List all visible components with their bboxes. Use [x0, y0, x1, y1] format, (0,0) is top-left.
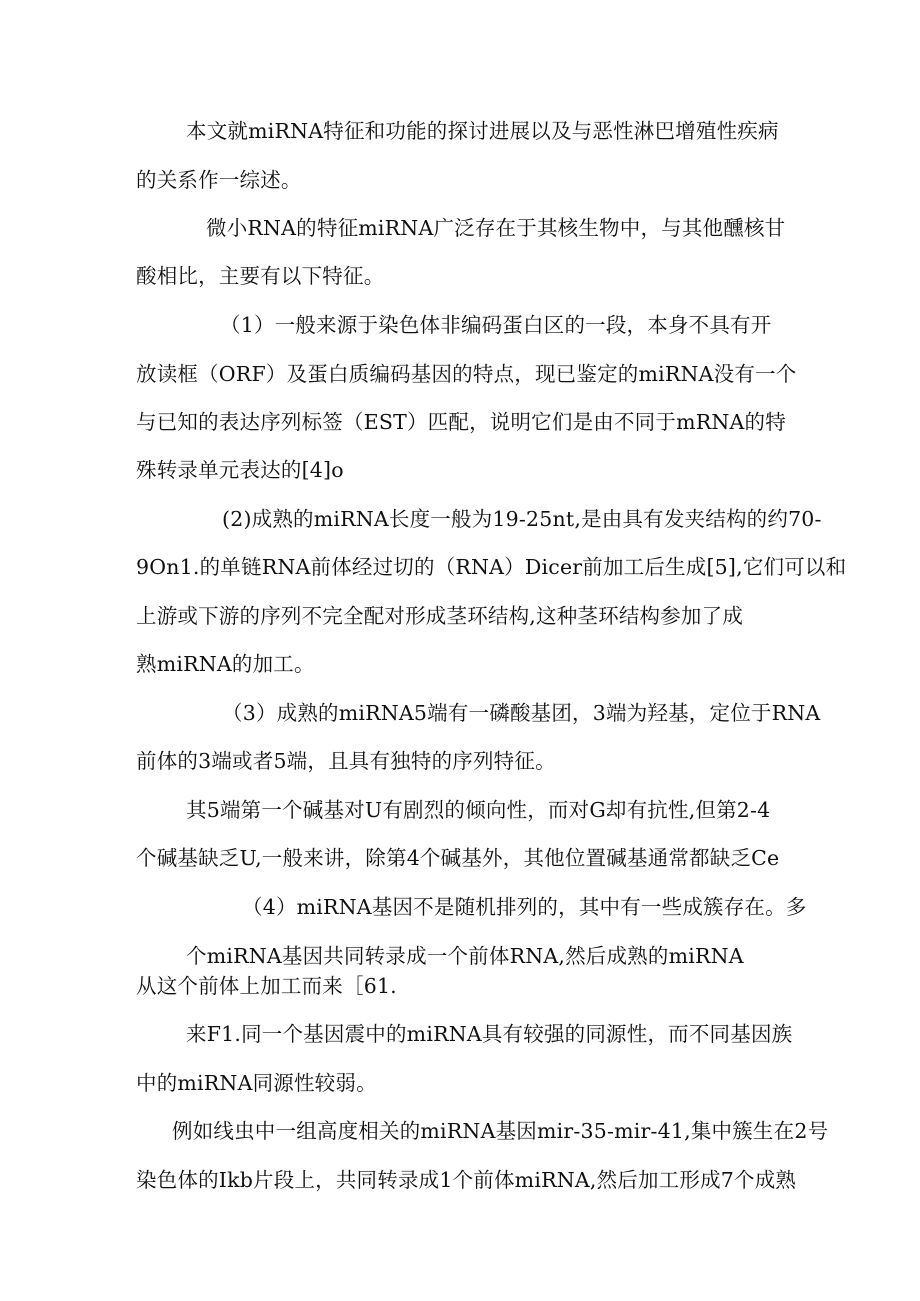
- text-line-15: 其5端第一个碱基对U有剧烈的倾向性，而对G却有抗性,但第2-4: [186, 798, 771, 822]
- text-line-2: 的关系作一综述。: [136, 168, 302, 192]
- text-line-11: 上游或下游的序列不完全配对形成茎环结构,这种茎环结构参加了成: [136, 604, 744, 628]
- text-line-9: (2)成熟的miRNA长度一般为19-25nt,是由具有发夹结构的约70-: [222, 507, 822, 531]
- text-line-6: 放读框（ORF）及蛋白质编码基因的特点，现已鉴定的miRNA没有一个: [136, 362, 797, 386]
- text-line-22: 例如线虫中一组高度相关的miRNA基因mir-35-mir-41,集中簇生在2号: [172, 1119, 829, 1143]
- text-line-16: 个碱基缺乏U,一般来讲，除第4个碱基外，其他位置碱基通常都缺乏Ce: [136, 846, 780, 870]
- text-line-23: 染色体的Ikb片段上，共同转录成1个前体miRNA,然后加工形成7个成熟: [136, 1168, 797, 1192]
- text-line-19: 从这个前体上加工而来［61.: [136, 974, 397, 998]
- text-line-14: 前体的3端或者5端，且具有独特的序列特征。: [136, 749, 556, 773]
- text-line-7: 与已知的表达序列标签（EST）匹配，说明它们是由不同于mRNA的特: [136, 410, 786, 434]
- text-line-18: 个miRNA基因共同转录成一个前体RNA,然后成熟的miRNA: [186, 944, 744, 968]
- text-line-21: 中的miRNA同源性较弱。: [136, 1071, 377, 1095]
- text-line-13: （3）成熟的miRNA5端有一磷酸基团，3端为羟基，定位于RNA: [222, 701, 821, 725]
- text-line-12: 熟miRNA的加工。: [136, 652, 315, 676]
- text-line-5: （1）一般来源于染色体非编码蛋白区的一段，本身不具有开: [220, 313, 772, 337]
- text-line-10: 9On1.的单链RNA前体经过切的（RNA）Dicer前加工后生成[5],它们可以和: [136, 555, 847, 579]
- text-line-4: 酸相比，主要有以下特征。: [136, 264, 385, 288]
- text-line-17: （4）miRNA基因不是随机排列的，其中有一些成簇存在。多: [242, 895, 807, 919]
- text-line-8: 殊转录单元表达的[4]o: [136, 458, 344, 482]
- text-line-20: 来F1.同一个基因震中的miRNA具有较强的同源性，而不同基因族: [186, 1022, 793, 1046]
- text-line-1: 本文就miRNA特征和功能的探讨进展以及与恶性淋巴增殖性疾病: [186, 119, 779, 143]
- text-line-3: 微小RNA的特征miRNA广泛存在于其核生物中，与其他醺核甘: [206, 216, 786, 240]
